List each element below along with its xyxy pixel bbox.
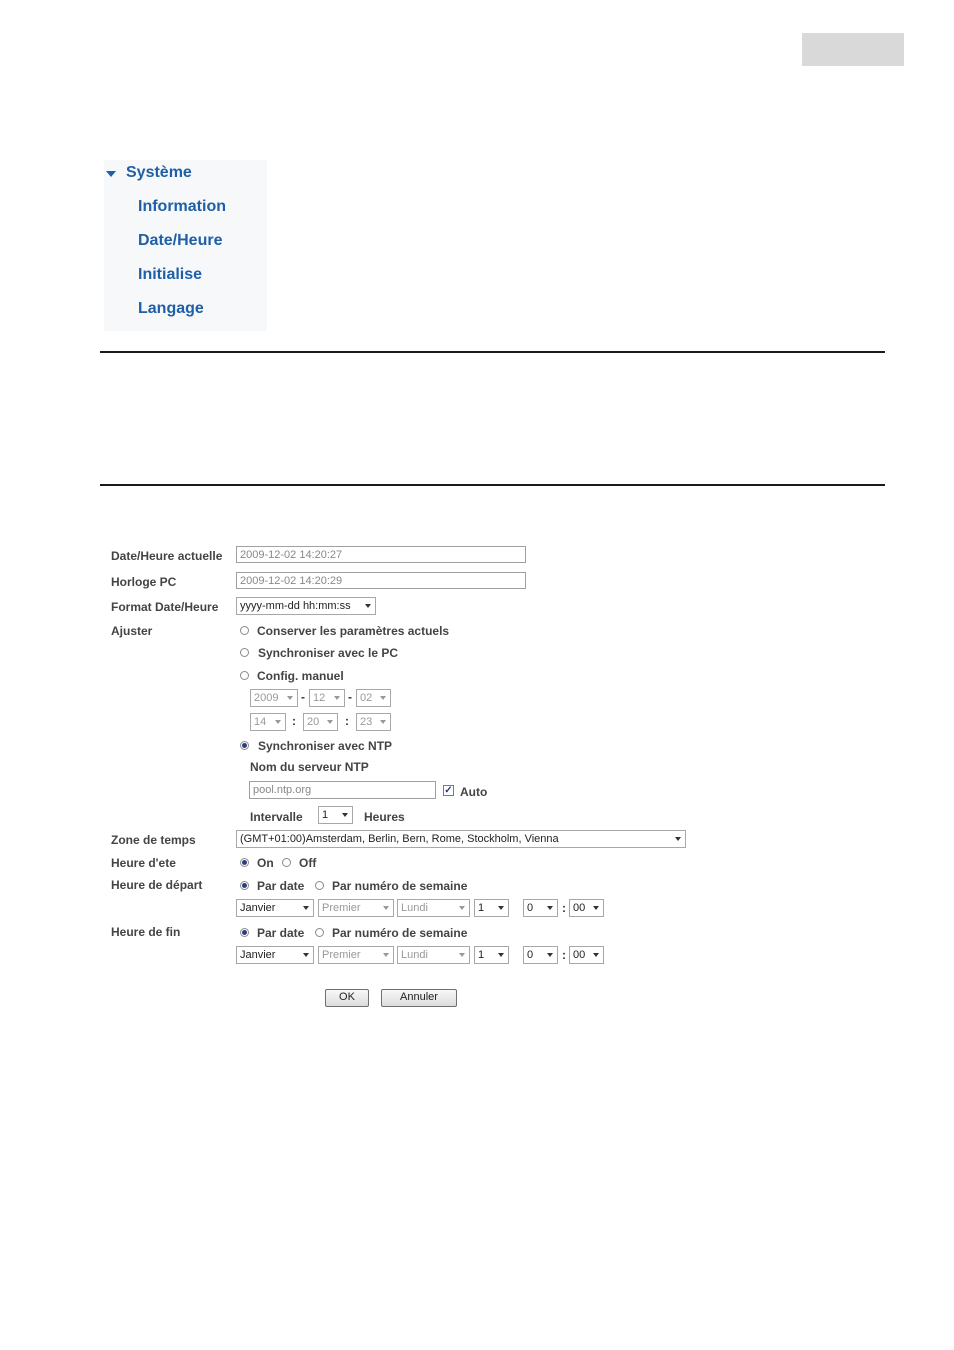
timezone-label: Zone de temps [111, 833, 196, 847]
chevron-down-icon [380, 720, 386, 724]
radio-dst-on-label: On [257, 856, 274, 870]
ntp-server-label: Nom du serveur NTP [250, 760, 369, 774]
date-separator: - [348, 690, 352, 704]
interval-unit: Heures [364, 810, 405, 824]
auto-label: Auto [460, 785, 488, 799]
manual-year-select[interactable] [250, 689, 298, 707]
timezone-select[interactable] [236, 830, 686, 848]
chevron-down-icon [675, 837, 681, 841]
timezone-value: (GMT+01:00)Amsterdam, Berlin, Bern, Rome, Stockholm, Vienna [240, 833, 559, 845]
ntp-server-input[interactable]: pool.ntp.org [249, 781, 436, 799]
sidebar-section-label: Système [126, 164, 192, 181]
start-week-select[interactable] [318, 899, 394, 917]
radio-start-by-week[interactable] [315, 881, 324, 890]
radio-keep-current[interactable] [240, 626, 249, 635]
interval-select[interactable] [318, 806, 353, 824]
chevron-down-icon [498, 953, 504, 957]
start-weekday-select[interactable] [397, 899, 470, 917]
start-week-value: Premier [322, 902, 361, 914]
chevron-down-icon [383, 906, 389, 910]
radio-end-by-week[interactable] [315, 928, 324, 937]
chevron-down-icon [327, 720, 333, 724]
chevron-down-icon [365, 604, 371, 608]
radio-sync-pc[interactable] [240, 648, 249, 657]
radio-end-by-week-label: Par numéro de semaine [332, 926, 468, 940]
radio-sync-pc-label: Synchroniser avec le PC [258, 646, 399, 660]
chevron-down-icon [459, 906, 465, 910]
chevron-down-icon [342, 813, 348, 817]
start-hour-value: 0 [527, 902, 534, 914]
end-time-separator: : [562, 948, 566, 962]
start-weekday-value: Lundi [401, 902, 428, 914]
chevron-down-icon [303, 906, 309, 910]
adjust-label: Ajuster [111, 624, 153, 638]
end-day-select[interactable] [474, 946, 509, 964]
divider-top [100, 351, 885, 353]
date-format-value: yyyy-mm-dd hh:mm:ss [240, 600, 351, 612]
chevron-down-icon [547, 953, 553, 957]
chevron-down-icon [383, 953, 389, 957]
current-datetime-field[interactable]: 2009-12-02 14:20:27 [236, 546, 526, 563]
radio-start-by-week-label: Par numéro de semaine [332, 879, 468, 893]
pc-clock-label: Horloge PC [111, 575, 177, 589]
start-time-separator: : [562, 901, 566, 915]
chevron-down-icon [275, 720, 281, 724]
manual-second-value: 23 [360, 716, 373, 728]
end-weekday-value: Lundi [401, 949, 428, 961]
date-format-label: Format Date/Heure [111, 600, 219, 614]
end-week-select[interactable] [318, 946, 394, 964]
start-month-select[interactable] [236, 899, 314, 917]
pc-clock-field[interactable]: 2009-12-02 14:20:29 [236, 572, 526, 589]
start-day-select[interactable] [474, 899, 509, 917]
end-month-select[interactable] [236, 946, 314, 964]
manual-day-select[interactable] [356, 689, 391, 707]
manual-hour-value: 14 [254, 716, 267, 728]
manual-minute-value: 20 [307, 716, 320, 728]
date-separator: - [301, 690, 305, 704]
start-month-value: Janvier [240, 902, 276, 914]
radio-dst-off-label: Off [299, 856, 317, 870]
chevron-down-icon [334, 696, 340, 700]
end-minute-value: 00 [573, 949, 586, 961]
end-weekday-select[interactable] [397, 946, 470, 964]
interval-value: 1 [322, 809, 329, 821]
end-hour-value: 0 [527, 949, 534, 961]
expand-triangle-icon[interactable] [106, 171, 116, 177]
divider-bottom [100, 484, 885, 486]
auto-checkbox[interactable]: ✓ [444, 785, 453, 796]
manual-day-value: 02 [360, 692, 373, 704]
manual-year-value: 2009 [254, 692, 279, 704]
cancel-button[interactable]: Annuler [381, 989, 457, 1007]
end-week-value: Premier [322, 949, 361, 961]
start-day-value: 1 [478, 902, 485, 914]
dst-label: Heure d'ete [111, 856, 176, 870]
radio-start-by-date[interactable] [240, 881, 249, 890]
end-minute-select[interactable] [569, 946, 604, 964]
interval-label: Intervalle [250, 810, 303, 824]
radio-manual-config[interactable] [240, 671, 249, 680]
radio-dst-off[interactable] [282, 858, 291, 867]
start-label: Heure de départ [111, 878, 203, 892]
end-day-value: 1 [478, 949, 485, 961]
manual-hour-select[interactable] [250, 713, 286, 731]
time-separator: : [292, 714, 296, 728]
chevron-down-icon [459, 953, 465, 957]
chevron-down-icon [498, 906, 504, 910]
radio-sync-ntp[interactable] [240, 741, 249, 750]
header-tab-placeholder [802, 33, 904, 66]
sidebar-item-initialise[interactable]: Initialise [138, 266, 203, 283]
chevron-down-icon [593, 906, 599, 910]
manual-second-select[interactable] [356, 713, 391, 731]
radio-keep-current-label: Conserver les paramètres actuels [257, 624, 450, 638]
chevron-down-icon [303, 953, 309, 957]
radio-sync-ntp-label: Synchroniser avec NTP [258, 739, 393, 753]
radio-dst-on[interactable] [240, 858, 249, 867]
radio-manual-config-label: Config. manuel [257, 669, 344, 683]
manual-minute-select[interactable] [303, 713, 338, 731]
ok-button[interactable]: OK [325, 989, 369, 1007]
start-minute-value: 00 [573, 902, 586, 914]
sidebar-item-date-heure[interactable]: Date/Heure [138, 232, 223, 249]
start-minute-select[interactable] [569, 899, 604, 917]
chevron-down-icon [380, 696, 386, 700]
chevron-down-icon [593, 953, 599, 957]
radio-end-by-date[interactable] [240, 928, 249, 937]
manual-month-select[interactable] [309, 689, 345, 707]
sidebar-item-langage[interactable]: Langage [138, 300, 204, 317]
current-datetime-label: Date/Heure actuelle [111, 549, 223, 563]
sidebar-item-information[interactable]: Information [138, 198, 226, 215]
end-month-value: Janvier [240, 949, 276, 961]
radio-start-by-date-label: Par date [257, 879, 305, 893]
end-hour-select[interactable] [523, 946, 558, 964]
time-separator: : [345, 714, 349, 728]
end-label: Heure de fin [111, 925, 181, 939]
radio-end-by-date-label: Par date [257, 926, 305, 940]
manual-month-value: 12 [313, 692, 326, 704]
date-format-select[interactable] [236, 597, 376, 615]
start-hour-select[interactable] [523, 899, 558, 917]
chevron-down-icon [287, 696, 293, 700]
chevron-down-icon [547, 906, 553, 910]
